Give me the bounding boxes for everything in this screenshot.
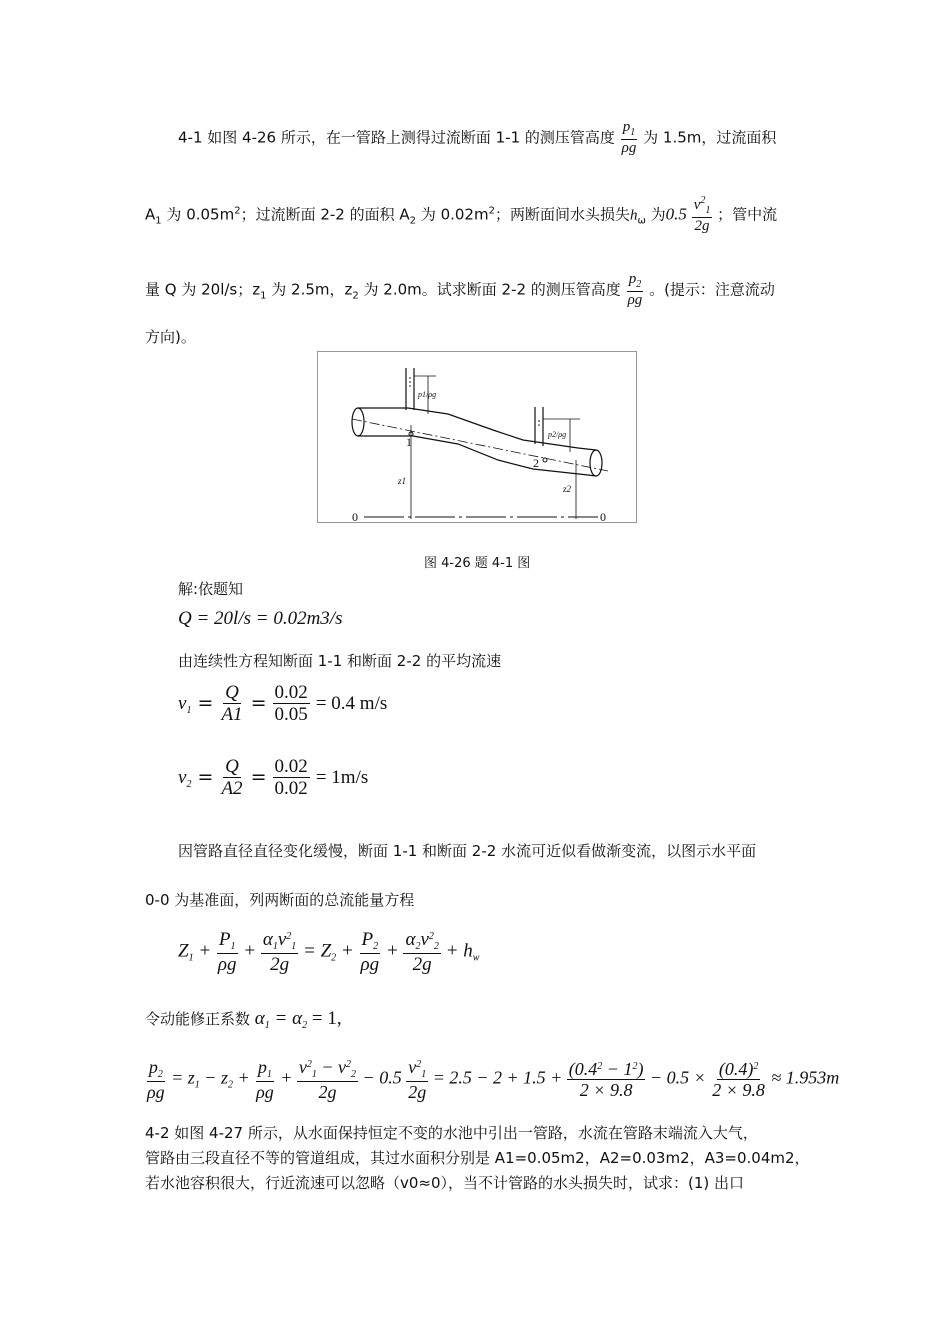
datum-right-label: 0 (600, 510, 606, 522)
datum-paragraph: 0-0 为基准面，列两断面的总流能量方程 (145, 891, 415, 909)
p1-label: p1/ρg (418, 390, 437, 399)
pipe-diagram-svg (318, 352, 636, 522)
problem-4-1-line2: $A_1$ 为 $0.05m^2$；过流断面 2-2 的面积 $A_2$ 为 $0.02m^2$；两断面间水头损失$h_\omega$ 为0.5 $\frac{v^2_1}{2g}$ ；管中流 (145, 195, 778, 234)
problem-4-1-line1: 4-1 如图 4-26 所示，在一管路上测得过流断面 1-1 的测压管高度 $\frac{p_1}{\rho g}$ 为 1.5m，过流面积 (178, 119, 777, 156)
velocity-head-1: $\frac{v^2_1}{2g}$ (693, 195, 711, 234)
figure-caption: 图 4-26 题 4-1 图 (424, 556, 531, 571)
pressure-head-1: $\frac{p_1}{\rho g}$ (621, 119, 637, 156)
problem-4-1-line3: 量 Q 为 20l/s；$z_1$ 为 2.5m，$z_2$ 为 2.0m。试求断面 2-2 的测压管高度 $\frac{p_2}{\rho g}$ 。(提示：注意流动 (145, 271, 775, 308)
alpha-line: 令动能修正系数 $\alpha_1 = \alpha_2 = 1$, (145, 1008, 342, 1031)
flow-rate-equation: Q = 20l/s = 0.02m3/s (178, 608, 343, 629)
datum-left-label: 0 (352, 510, 358, 522)
gradual-flow-paragraph: 因管路直径直径变化缓慢，断面 1-1 和断面 2-2 水流可近似看做渐变流，以图示水平面 (178, 842, 757, 860)
p2-label: p2/ρg (548, 430, 567, 439)
problem-4-2-line2: 管路由三段直径不等的管道组成，其过水面积分别是 A1=0.05m2，A2=0.03m2，A3=0.04m2， (145, 1149, 810, 1167)
v1-equation: $v_1$ = $\frac{Q}{A1}$ = $\frac{0.02}{0.05}$ = 0.4 m/s (178, 682, 388, 725)
problem-4-1-line4: 方向)。 (145, 328, 196, 346)
pressure-head-2: $\frac{p_2}{\rho g}$ (627, 271, 643, 308)
problem-4-2-line1: 4-2 如图 4-27 所示，从水面保持恒定不变的水池中引出一管路，水流在管路末端流入大气， (145, 1124, 758, 1142)
section-1-label: 1 (406, 435, 412, 449)
v2-equation: $v_2$ = $\frac{Q}{A2}$ = $\frac{0.02}{0.02}$ = 1m/s (178, 756, 369, 799)
section-2-label: 2 (533, 456, 539, 470)
solution-intro: 解:依题知 (178, 580, 244, 598)
z2-label: z2 (563, 484, 572, 494)
continuity-text: 由连续性方程知断面 1-1 和断面 2-2 的平均流速 (178, 652, 502, 670)
problem-4-2-line3: 若水池容积很大，行近流速可以忽略（v0≈0），当不计管路的水头损失时，试求：(1) 出口 (145, 1174, 745, 1192)
energy-equation: $Z_1$ + $\frac{P_1}{\rho g}$ + $\frac{\alpha_1v^2_1}{2g}$ = $Z_2$ + $\frac{P_2}{\rho g}$ + $\frac{\alpha_2v^2_2}{2g}$ + $h_w$ (178, 929, 480, 975)
z1-label: z1 (398, 476, 407, 486)
result-equation: $\frac{p_2}{\rho g}$ = $z_1 - z_2$ + $\frac{p_1}{\rho g}$ + $\frac{v^2_1 - v^2_2}{2g}$ − 0.5 $\frac{v^2_1}{2g}$ = 2.5 − 2 + 1.5 + $\frac{(0.4^2 - 1^2)}{2 \times 9.8}$ − 0.5 × $\frac{(0.4)^2}{2 \times 9.8}$ ≈ 1.953m (147, 1057, 840, 1102)
pipe-figure (317, 351, 637, 523)
